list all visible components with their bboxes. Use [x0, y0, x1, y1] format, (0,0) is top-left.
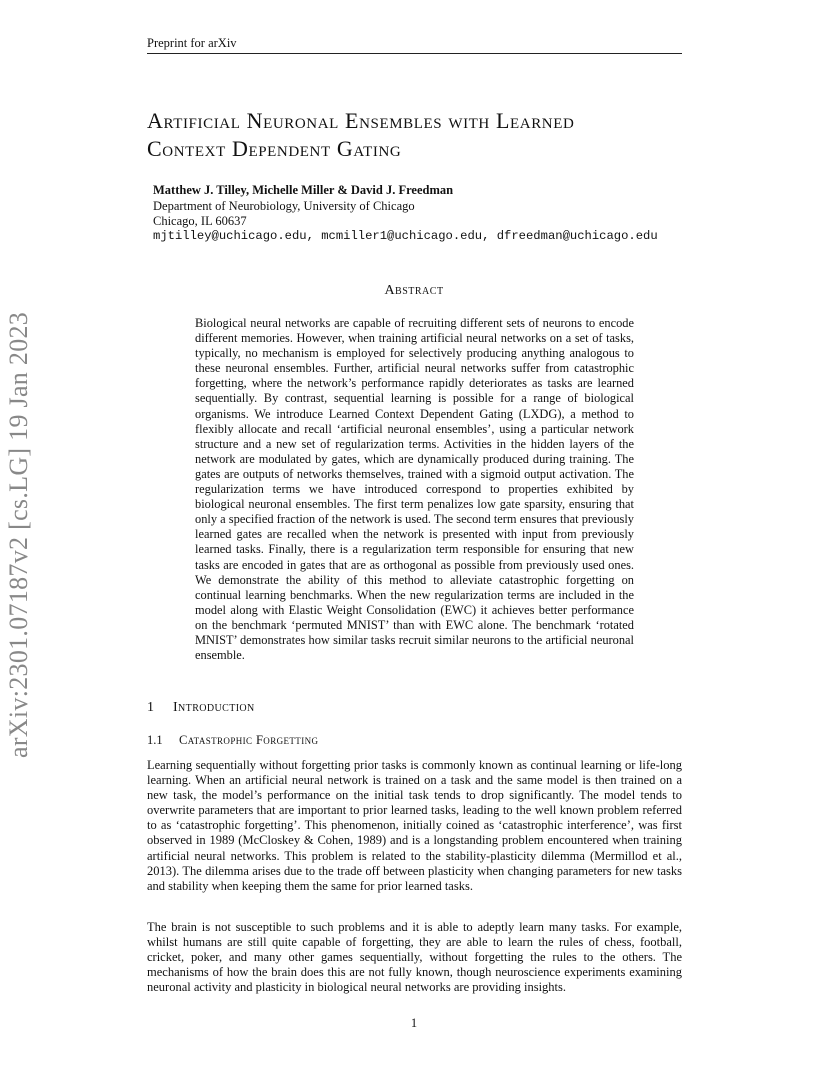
author-emails: mjtilley@uchicago.edu, mcmiller1@uchicago.edu, dfreedman@uchicago.edu — [153, 229, 658, 243]
affiliation-department: Department of Neurobiology, University of Chicago — [153, 199, 415, 213]
arxiv-side-stamp: arXiv:2301.07187v2 [cs.LG] 19 Jan 2023 — [4, 311, 33, 758]
abstract-heading: Abstract — [384, 283, 444, 298]
affiliation-location: Chicago, IL 60637 — [153, 214, 247, 228]
title-line-1: Artificial Neuronal Ensembles with Learned — [147, 108, 575, 133]
paper-title — [147, 107, 707, 163]
subsection-heading — [147, 733, 318, 748]
body-paragraph: Learning sequentially without forgetting prior tasks is commonly known as continual learning or life-long learning. When an artificial neural network is trained on a task and the same model is then trained on a new task, the model’s performance on the initial task tends to drop significantly. The model tends to overwrite parameters that are important to prior learned tasks, leading to the well known problem referred to as ‘catastrophic forgetting’. This phenomenon, initially coined as ‘catastrophic interference’, was first observed in 1989 (McCloskey & Cohen, 1989) and is a longstanding problem encountered when training artificial neural networks. This problem is related to the stability-plasticity dilemma (Mermillod et al., 2013). The dilemma arises due to the trade off between plasticity when changing parameters for new tasks and stability when keeping them the same for prior learned tasks. — [147, 758, 682, 893]
body-paragraph: The brain is not susceptible to such problems and it is able to adeptly learn many tasks. For example, whilst humans are still quite capable of forgetting, they are able to learn the rules of chess, football, cricket, poker, and many other games sequentially, without forgetting the rules to the others. The mechanisms of how the brain does this are not fully known, though neuroscience experiments examining neuronal activity and plasticity in biological neural networks are providing insights. — [147, 920, 682, 995]
section-number: 1 — [147, 700, 154, 715]
affiliation — [153, 199, 415, 229]
title-line-2: Context Dependent Gating — [147, 136, 402, 161]
page-number: 1 — [410, 1016, 418, 1030]
abstract-text: Biological neural networks are capable of recruiting different sets of neurons to encode different memories. However, when training artificial neural networks on a set of tasks, typically, no mechanism is employed for selectively producing anything analogous to these neuronal ensembles. Further, artificial neural networks suffer from catastrophic forgetting, where the network’s performance rapidly deteriorates as tasks are learned sequentially. By contrast, sequential learning is possible for a range of biological organisms. We introduce Learned Context Dependent Gating (LXDG), a method to flexibly allocate and recall ‘artificial neuronal ensembles’, using a particular network structure and a new set of regularization terms. Activities in the hidden layers of the network are modulated by gates, which are dynamically produced during training. The gates are outputs of networks themselves, trained with a sigmoid output activation. The regularization terms we have introduced correspond to properties exhibited by biological neuronal ensembles. The first term penalizes low gate sparsity, ensuring that only a specified fraction of the network is used. The second term ensures that previously learned gates are recalled when the network is presented with input from previously learned tasks. Finally, there is a regularization term responsible for ensuring that new tasks are encoded in gates that are as orthogonal as possible from previously used ones. We demonstrate the ability of this method to alleviate catastrophic forgetting on continual learning benchmarks. When the new regularization terms are included in the model along with Elastic Weight Consolidation (EWC) it achieves better performance on the benchmark ‘permuted MNIST’ than with EWC alone. The benchmark ‘rotated MNIST’ demonstrates how similar tasks recruit similar neurons to the artificial neuronal ensemble. — [195, 316, 634, 663]
section-heading — [147, 700, 255, 716]
section-title: Introduction — [173, 700, 255, 715]
subsection-number: 1.1 — [147, 733, 163, 747]
author-list: Matthew J. Tilley, Michelle Miller & David J. Freedman — [153, 183, 454, 197]
header-rule — [147, 53, 682, 54]
running-header: Preprint for arXiv — [147, 36, 237, 50]
subsection-title: Catastrophic Forgetting — [179, 733, 319, 747]
